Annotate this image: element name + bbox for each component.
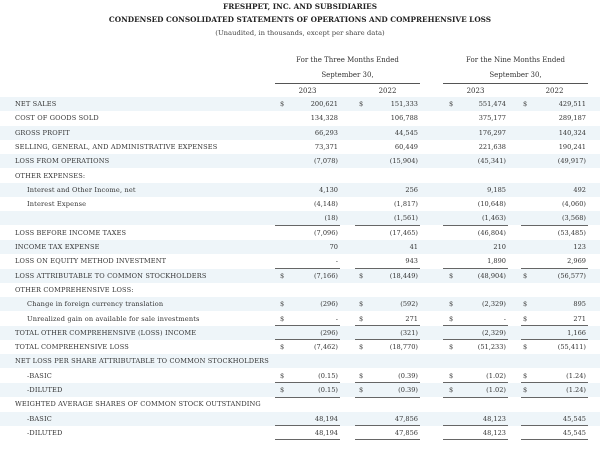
currency-symbol: $ (280, 271, 285, 280)
row-label: -DILUTED (27, 428, 63, 437)
row-value: 190,241 (558, 142, 586, 151)
row-value: (4,060) (561, 200, 586, 209)
row-value: 1,166 (567, 328, 586, 337)
table-row (0, 383, 600, 397)
row-value: (56,577) (557, 271, 586, 280)
row-value: (55,411) (557, 343, 586, 352)
table-row (0, 254, 600, 268)
row-value: (592) (400, 300, 418, 309)
year-header: 2023 (466, 87, 485, 95)
table-row (0, 140, 600, 154)
row-label: NET SALES (15, 100, 57, 108)
row-label: -BASIC (27, 414, 52, 423)
currency-symbol: $ (523, 100, 528, 108)
row-value: (0.39) (398, 371, 418, 380)
row-value: 48,123 (482, 414, 506, 423)
row-value: (0.39) (398, 386, 418, 394)
row-value: 210 (493, 243, 506, 251)
row-label: TOTAL COMPREHENSIVE LOSS (15, 343, 129, 352)
row-value: (45,341) (477, 157, 506, 166)
row-value: (1.02) (486, 386, 506, 394)
currency-symbol: $ (280, 371, 285, 380)
row-value: (296) (320, 300, 338, 309)
table-row (0, 183, 600, 197)
currency-symbol: $ (523, 371, 528, 380)
table-row (0, 283, 600, 297)
currency-symbol: $ (280, 314, 285, 323)
row-value: 123 (573, 243, 586, 251)
currency-symbol: $ (449, 371, 454, 380)
row-value: 60,449 (394, 142, 418, 151)
currency-symbol: $ (359, 300, 364, 309)
row-value: (4,148) (313, 200, 338, 209)
row-value: (321) (400, 328, 418, 337)
row-label: Interest and Other Income, net (27, 185, 136, 194)
row-value: 271 (405, 314, 418, 323)
row-label: -DILUTED (27, 386, 63, 394)
row-value: (48,904) (477, 271, 506, 280)
row-value: 47,856 (394, 428, 418, 437)
row-value: (46,804) (477, 228, 506, 237)
row-value: (3,568) (561, 214, 586, 223)
currency-symbol: $ (449, 271, 454, 280)
row-value: 375,177 (478, 114, 506, 123)
statement-title: CONDENSED CONSOLIDATED STATEMENTS OF OPERATIONS AND COMPREHENSIVE LOSS (108, 15, 492, 24)
row-value: (7,096) (313, 228, 338, 237)
three-months-date: September 30, (321, 71, 374, 79)
row-label: LOSS BEFORE INCOME TAXES (15, 228, 127, 237)
currency-symbol: $ (449, 343, 454, 352)
currency-symbol: $ (359, 343, 364, 352)
row-value: (53,485) (557, 228, 586, 237)
total-rule (443, 439, 508, 440)
row-value: (0.15) (318, 386, 338, 394)
row-value: (15,904) (389, 157, 418, 166)
row-value: (1,817) (393, 200, 418, 209)
row-label: TOTAL OTHER COMPREHENSIVE (LOSS) INCOME (15, 328, 197, 337)
currency-symbol: $ (523, 271, 528, 280)
currency-symbol: $ (449, 314, 454, 323)
row-value: 9,185 (487, 185, 506, 194)
currency-symbol: $ (359, 271, 364, 280)
row-label: Change in foreign currency translation (27, 300, 164, 309)
row-value: 134,328 (310, 114, 338, 123)
table-row (0, 154, 600, 168)
row-label: LOSS ATTRIBUTABLE TO COMMON STOCKHOLDERS (15, 271, 207, 280)
currency-symbol: $ (449, 100, 454, 108)
row-value: 200,621 (310, 100, 338, 108)
row-value: (51,233) (477, 343, 506, 352)
row-value: 256 (405, 185, 418, 194)
statement-note: (Unaudited, in thousands, except per share data) (215, 29, 385, 37)
table-row (0, 169, 600, 183)
row-value: 47,856 (394, 414, 418, 423)
row-value: 176,297 (478, 128, 506, 137)
row-label: INCOME TAX EXPENSE (15, 243, 100, 251)
row-value: (18,770) (389, 343, 418, 352)
currency-symbol: $ (280, 300, 285, 309)
row-value: (1,463) (481, 214, 506, 223)
currency-symbol: $ (359, 386, 364, 394)
table-row (0, 111, 600, 125)
row-value: 48,123 (482, 428, 506, 437)
row-value: 551,474 (478, 100, 506, 108)
row-value: 73,371 (314, 142, 338, 151)
row-value: 271 (573, 314, 586, 323)
table-row (0, 326, 600, 340)
row-value: 221,638 (478, 142, 506, 151)
row-label: SELLING, GENERAL, AND ADMINISTRATIVE EXPENSES (15, 142, 218, 151)
row-label: LOSS ON EQUITY METHOD INVESTMENT (15, 257, 167, 266)
row-value: (10,648) (477, 200, 506, 209)
nine-months-date: September 30, (489, 71, 542, 79)
row-label: WEIGHTED AVERAGE SHARES OF COMMON STOCK OUTSTANDING (15, 400, 261, 409)
table-row (0, 226, 600, 240)
table-row (0, 397, 600, 411)
row-value: (1.24) (566, 371, 586, 380)
currency-symbol: $ (449, 386, 454, 394)
row-value: (1.02) (486, 371, 506, 380)
table-row (0, 412, 600, 426)
currency-symbol: $ (359, 371, 364, 380)
company-name: FRESHPET, INC. AND SUBSIDIARIES (223, 2, 377, 11)
row-value: 943 (405, 257, 418, 266)
row-label: -BASIC (27, 371, 52, 380)
table-row (0, 340, 600, 354)
table-row (0, 297, 600, 311)
row-value: 45,545 (562, 414, 586, 423)
currency-symbol: $ (523, 386, 528, 394)
row-value: 48,194 (314, 428, 338, 437)
row-value: 2,969 (567, 257, 586, 266)
row-value: 48,194 (314, 414, 338, 423)
row-value: (17,465) (389, 228, 418, 237)
table-row (0, 240, 600, 254)
year-header: 2022 (378, 87, 397, 95)
currency-symbol: $ (523, 300, 528, 309)
row-value: - (335, 314, 338, 323)
row-label: NET LOSS PER SHARE ATTRIBUTABLE TO COMMON STOCKHOLDERS (15, 357, 269, 366)
total-rule (521, 439, 588, 440)
row-label: OTHER EXPENSES: (15, 171, 86, 180)
currency-symbol: $ (523, 343, 528, 352)
row-value: 289,187 (558, 114, 586, 123)
row-label: GROSS PROFIT (15, 128, 70, 137)
row-value: (7,166) (313, 271, 338, 280)
row-value: (18,449) (389, 271, 418, 280)
row-value: 4,130 (319, 185, 338, 194)
total-rule (355, 439, 420, 440)
row-label: LOSS FROM OPERATIONS (15, 157, 110, 166)
row-value: 151,333 (390, 100, 418, 108)
table-row (0, 426, 600, 440)
currency-symbol: $ (280, 386, 285, 394)
currency-symbol: $ (280, 343, 285, 352)
three-months-heading: For the Three Months Ended (296, 56, 399, 64)
row-label: Interest Expense (27, 200, 87, 209)
row-value: (7,462) (313, 343, 338, 352)
table-row (0, 269, 600, 283)
row-value: (1,561) (393, 214, 418, 223)
row-value: 70 (329, 243, 338, 251)
total-rule (275, 439, 340, 440)
row-value: 895 (573, 300, 586, 309)
currency-symbol: $ (449, 300, 454, 309)
year-header: 2022 (545, 87, 564, 95)
row-value: 1,890 (487, 257, 506, 266)
nine-months-rule (443, 83, 588, 84)
row-value: (1.24) (566, 386, 586, 394)
row-value: (7,078) (313, 157, 338, 166)
currency-symbol: $ (359, 314, 364, 323)
three-months-rule (275, 83, 420, 84)
table-row (0, 312, 600, 326)
row-value: 66,293 (314, 128, 338, 137)
row-value: (49,917) (557, 157, 586, 166)
row-value: (0.15) (318, 371, 338, 380)
nine-months-heading: For the Nine Months Ended (466, 56, 565, 64)
row-value: (2,329) (481, 328, 506, 337)
row-value: 106,788 (390, 114, 418, 123)
row-value: 492 (573, 185, 586, 194)
table-row (0, 369, 600, 383)
table-row (0, 211, 600, 225)
row-value: (296) (320, 328, 338, 337)
row-value: - (503, 314, 506, 323)
row-value: 41 (409, 243, 418, 251)
row-value: - (335, 257, 338, 266)
currency-symbol: $ (523, 314, 528, 323)
table-row (0, 97, 600, 111)
table-row (0, 354, 600, 368)
row-value: 429,511 (558, 100, 586, 108)
currency-symbol: $ (359, 100, 364, 108)
year-header: 2023 (298, 87, 317, 95)
table-row (0, 126, 600, 140)
row-value: 45,545 (562, 428, 586, 437)
row-value: 44,545 (394, 128, 418, 137)
row-label: Unrealized gain on available for sale investments (27, 314, 200, 323)
row-value: (18) (324, 214, 338, 223)
currency-symbol: $ (280, 100, 285, 108)
row-label: OTHER COMPREHENSIVE LOSS: (15, 285, 134, 294)
row-value: 140,324 (558, 128, 586, 137)
table-row (0, 197, 600, 211)
row-label: COST OF GOODS SOLD (15, 114, 99, 123)
row-value: (2,329) (481, 300, 506, 309)
